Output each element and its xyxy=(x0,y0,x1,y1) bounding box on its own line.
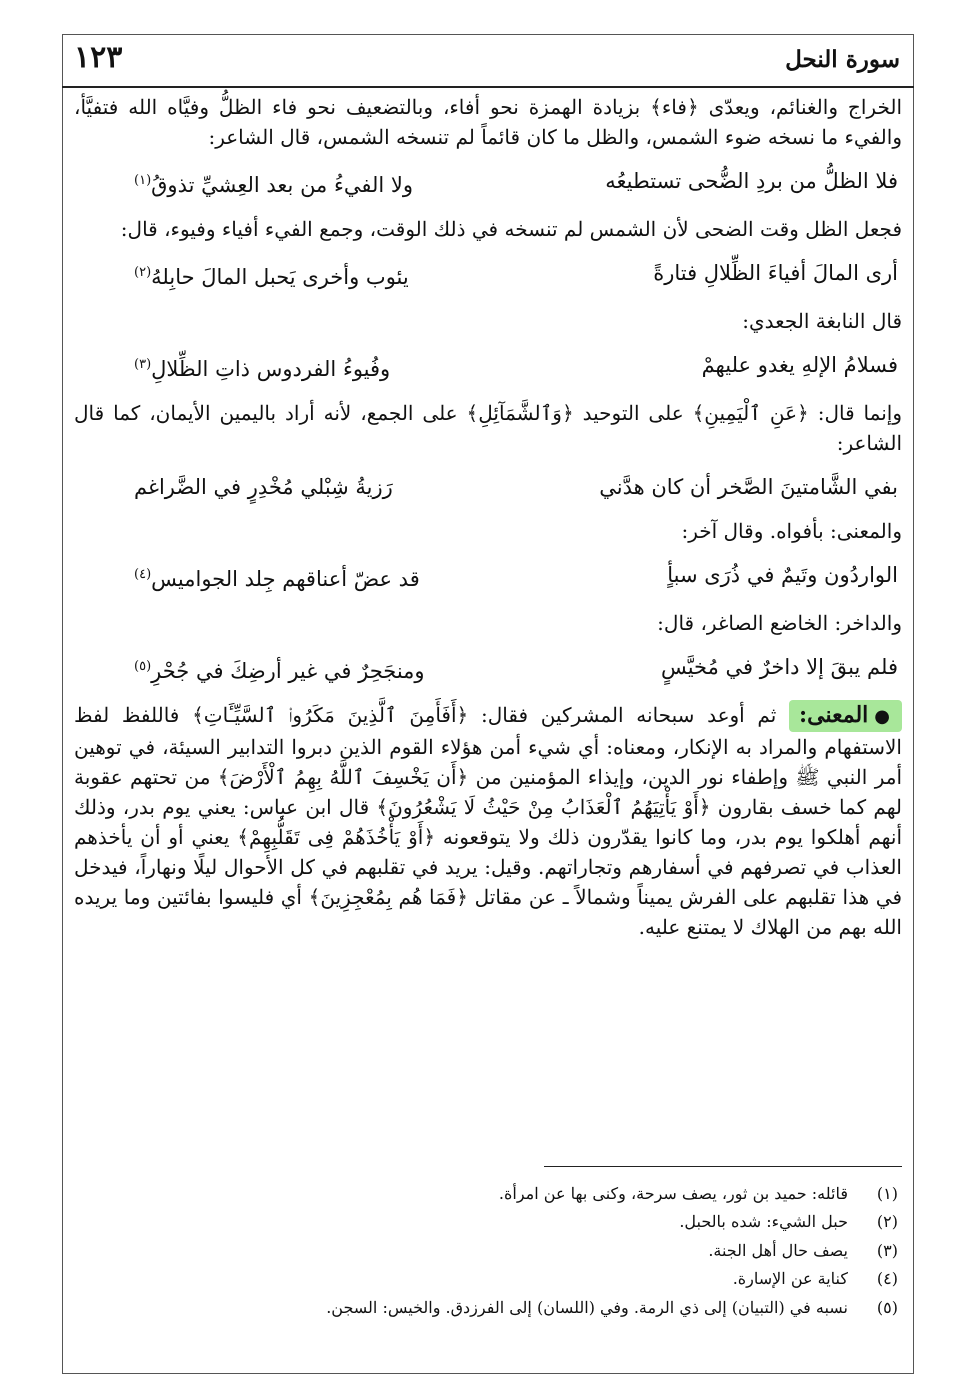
footnote-text: يصف حال أهل الجنة. xyxy=(708,1240,848,1260)
footnote-number: (٤) xyxy=(876,1269,898,1289)
footnote-item xyxy=(74,1180,898,1208)
meaning-label-highlight xyxy=(789,700,902,732)
verse-5-first-hemistich: الواردُون وتَيمٌ في ذُرَى سبأٍ xyxy=(667,563,898,587)
footnote-text: كناية عن الإسارة. xyxy=(732,1269,848,1289)
verse-6-second-part xyxy=(134,652,425,686)
poetry-verse-4 xyxy=(134,472,898,502)
paragraph-6: والداخر: الخاضع الصاغر، قال: xyxy=(657,611,902,635)
verse-1-second-part xyxy=(134,166,413,200)
footnote-number: (٢) xyxy=(876,1212,898,1232)
verse-3-first-hemistich: فسلامُ الإلهِ يغدو عليهمْ xyxy=(701,353,898,377)
verse-2-second-hemistich: يئوب وأخرى يَحبل المالَ حابِلهُ xyxy=(151,265,409,289)
surah-title: سورة النحل xyxy=(785,46,900,73)
paragraph-4: وإنما قال: ﴿عَنِ ٱلْيَمِينِ﴾ على التوحيد ﴿وَٱلشَّمَآئِلِ﴾ على الجمع، لأنه أراد باليمين الأيمان، كما قال الشاعر: xyxy=(74,401,902,455)
meaning-text: ثم أوعد سبحانه المشركين فقال: ﴿أَفَأَمِنَ ٱلَّذِينَ مَكَرُوا۟ ٱلسَّيِّـَٔاتِ﴾ فاللفظ لفظ الاستفهام والمراد به الإنكار، ومعناه: أي شيء أمن هؤلاء القوم الذين دبروا التدابير السيئة، في توهين أمر النبي ﷺ وإطفاء نور الدين، وإيذاء المؤمنين من ﴿أَن يَخْسِفَ ٱللَّهُ بِهِمُ ٱلْأَرْضَ﴾ من تحتهم عقوبة لهم كما خسف بقارون ﴿أَوْ يَأْتِيَهُمُ ٱلْعَذَابُ مِنْ حَيْثُ لَا يَشْعُرُونَ﴾ قال ابن عباس: يعني يوم بدر، وذلك أنهم أهلكوا يوم بدر، وما كانوا يقدّرون ذلك ولا يتوقعونه ﴿أَوْ يَأْخُذَهُمْ فِى تَقَلُّبِهِمْ﴾ يعني أو أن يأخذهم العذاب في تصرفهم في أسفارهم وتجاراتهم. وقيل: يريد في تقلبهم في كل الأحوال ليلًا ونهاراً، فيدخل في هذا تقلبهم على الفرش يميناً وشمالاً ـ عن مقاتل ﴿فَمَا هُم بِمُعْجِزِينَ﴾ أي فليسوا بفائتين وما يريده الله بهم من الهلاك لا يمتنع عليه. xyxy=(74,703,902,939)
footnote-item xyxy=(74,1294,898,1322)
footnotes xyxy=(74,1180,898,1322)
poetry-verse-3 xyxy=(134,350,898,384)
footnote-item xyxy=(74,1208,898,1236)
page-number: ١٢٣ xyxy=(74,40,123,75)
verse-3-second-hemistich: وفُيوءُ الفردوس ذاتِ الظِّلالِ xyxy=(151,357,391,381)
paragraph-1: الخراج والغنائم، ويعدّى ﴿فاء﴾ بزيادة الهمزة نحو أفاء، وبالتضعيف نحو فاء الظلُّ وفيَّاه الله فتفيَّأ، والفيء ما نسخه ضوء الشمس، والظل ما كان قائماً لم تنسخه الشمس، قال الشاعر: xyxy=(74,95,902,149)
footnote-ref-2[interactable]: (٢) xyxy=(134,265,152,280)
footnote-number: (٥) xyxy=(876,1297,898,1317)
bullet-icon: ● xyxy=(874,706,891,727)
verse-2-second-part xyxy=(134,258,409,292)
verse-6-first-hemistich: فلم يبقَ إلا داخرٌ في مُخيَّسٍ xyxy=(660,655,898,679)
verse-4-second-hemistich: رَزيةُ شِبْلي مُخْدِرٍ في الضَّراغم xyxy=(134,475,393,499)
page-header xyxy=(62,38,914,84)
main-text xyxy=(74,92,902,942)
footnote-item xyxy=(74,1265,898,1293)
verse-4-first-hemistich: بفي الشَّامتينَ الصَّخر أن كان هدَّني xyxy=(599,475,898,499)
verse-6-second-hemistich: ومنجَحِرٌ في غير أرضِكَ في جُحْرِ xyxy=(151,659,425,683)
verse-2-first-hemistich: أرى المالَ أفياءَ الظِّلالِ فتارةً xyxy=(653,261,898,285)
header-divider xyxy=(62,86,914,88)
footnote-ref-4[interactable]: (٤) xyxy=(134,567,152,582)
meaning-label: المعنى: xyxy=(799,702,869,728)
poetry-verse-2 xyxy=(134,258,898,292)
verse-5-second-part xyxy=(134,560,420,594)
footnote-number: (١) xyxy=(876,1184,898,1203)
footnote-text: نسبه في (التبيان) إلى ذي الرمة. وفي (اللسان) إلى الفرزدق. والخيس: السجن. xyxy=(326,1297,848,1317)
verse-5-second-hemistich: قد عضّ أعناقهم جِلد الجواميس xyxy=(151,567,420,591)
footnote-text: قائله: حميد بن ثور، يصف سرحة، وكنى بها عن امرأة. xyxy=(498,1184,848,1203)
footnote-item xyxy=(74,1237,898,1265)
paragraph-3: قال النابغة الجعدي: xyxy=(742,309,902,333)
paragraph-5: والمعنى: بأفواه. وقال آخر: xyxy=(681,519,902,543)
footnote-ref-1[interactable]: (١) xyxy=(134,173,152,188)
meaning-section xyxy=(74,700,902,942)
footnote-ref-3[interactable]: (٣) xyxy=(134,357,152,372)
poetry-verse-5 xyxy=(134,560,898,594)
paragraph-2: فجعل الظل وقت الضحى لأن الشمس لم تنسخه في ذلك الوقت، وجمع الفيء أفياء وفيوء، قال: xyxy=(120,217,902,241)
footnote-ref-5[interactable]: (٥) xyxy=(134,659,152,674)
poetry-verse-1 xyxy=(134,166,898,200)
footnote-divider xyxy=(544,1166,902,1167)
verse-3-second-part xyxy=(134,350,390,384)
verse-1-first-hemistich: فلا الظلُّ من بردِ الضُّحى تستطيعُه xyxy=(605,169,898,193)
footnote-number: (٣) xyxy=(876,1240,898,1260)
verse-1-second-hemistich: ولا الفيءُ من بعد العِشيِّ تذوقُ xyxy=(151,173,414,197)
footnote-text: حبل الشيء: شده بالحبل. xyxy=(679,1212,848,1232)
poetry-verse-6 xyxy=(134,652,898,686)
